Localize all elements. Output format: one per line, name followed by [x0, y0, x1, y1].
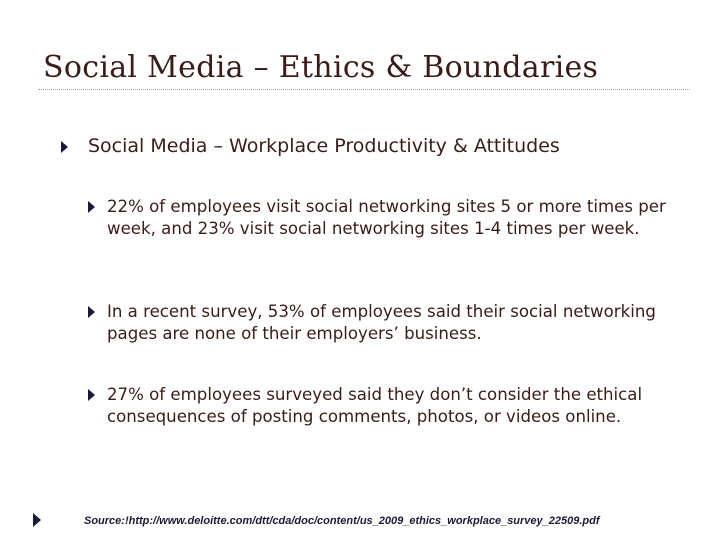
bullet-item: In a recent survey, 53% of employees said their social networking pages are none of their employers’ business. — [107, 302, 656, 343]
bullet-arrow-icon — [88, 306, 95, 318]
title-divider — [38, 89, 690, 90]
source-citation: Source:!http://www.deloitte.com/dtt/cda/doc/content/us_2009_ethics_workplace_survey_22509.pdf — [84, 515, 600, 527]
bullet-item: 27% of employees surveyed said they don’t consider the ethical consequences of posting comments, photos, or videos online. — [107, 385, 643, 426]
section-heading: Social Media – Workplace Productivity & Attitudes — [88, 135, 560, 157]
bullet-item: 22% of employees visit social networking sites 5 or more times per week, and 23% visit social networking sites 1-4 times per week. — [107, 197, 666, 238]
bullet-arrow-icon — [61, 141, 68, 153]
source-arrow-icon — [33, 513, 41, 527]
slide-title: Social Media – Ethics & Boundaries — [43, 50, 599, 85]
bullet-arrow-icon — [88, 201, 95, 213]
bullet-arrow-icon — [88, 389, 95, 401]
